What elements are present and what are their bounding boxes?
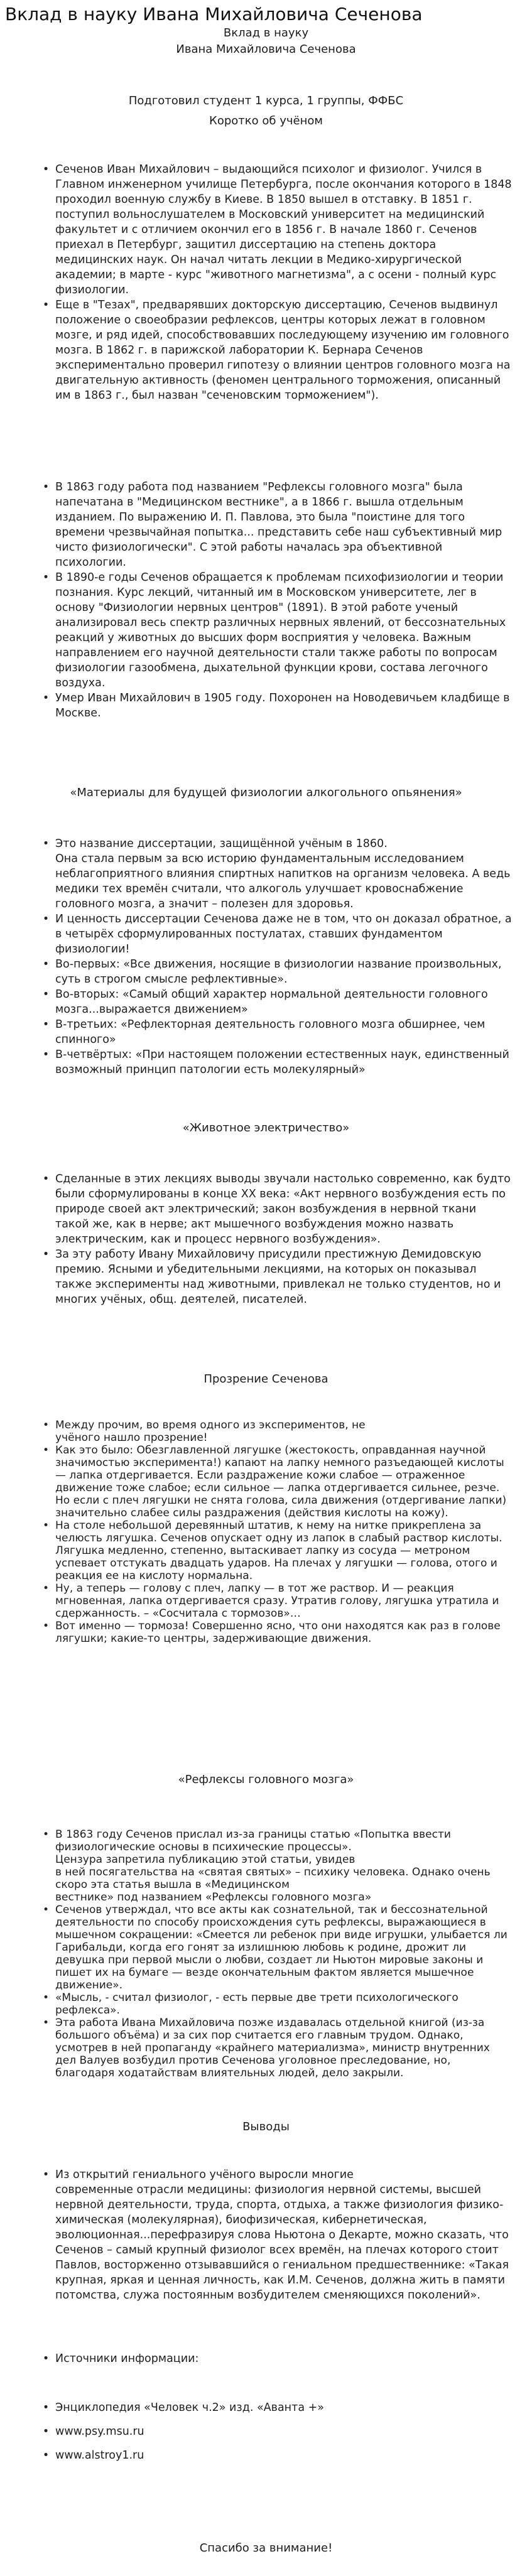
list-item: • Между прочим, во время одного из экспериментов, не учёного нашло прозрение! [42,1419,366,1444]
closing-text: Спасибо за внимание! [199,2541,333,2555]
list-item: • Как это было: Обезглавленной лягушке (жестокость, оправданная научной значимостью эксперимента!) капают на лапку немного разъедающей кислоты — лапка отдергивается. Если раздражение кожи слабое — отраженное движение тоже слабое; если сильное — лапка отдергивается сильнее, резче. Но если с плеч лягушки не снята голова, сила движения (отдергивание лапки) значительно слабее силы раздражения (действия кислоты на кожу). [42,1444,507,1519]
source-item: • Энциклопедия «Человек ч.2» изд. «Аванта +» [42,2401,324,2414]
inhibition-list [0,1419,532,1645]
alcohol-list [0,836,532,1077]
electric-list [0,1172,532,1307]
bullet-icon: • [42,2401,50,2414]
conclusions-list [0,2167,532,2303]
header-line2: Ивана Михайловича Сеченова [176,43,356,56]
list-item: • В-четвёртых: «При настоящем положении естественных наук, единственный возможный принцип патологии есть молекулярный» [42,1048,509,1076]
section-heading-electric: «Животное электричество» [182,1121,350,1134]
bullet-icon: • [42,1904,50,1916]
list-item: • Ну, а теперь — голову с плеч, лапку — в тот же раствор. И — реакция мгновенная, лапка отдергивается сразу. Утратив голову, лягушка утратила и сдержанность. – «Сосчитала с тормозов»… [42,1582,499,1620]
list-item: • В 1863 году Сеченов прислал из-за границы статью «Попытка ввести физиологические основы в психические процессы». Цензура запретила публикацию этой статьи, увидев в ней посягательства на «святая святых» – психику человека. Однако очень скоро эта статья вышла в «Медицинском вестнике» под названием «Рефлексы головного мозга» [42,1828,491,1904]
bullet-icon: • [42,1248,50,1261]
bullet-icon: • [42,1173,50,1185]
bullet-icon: • [42,2169,50,2181]
list-item: • Источники информации: [42,2352,199,2365]
list-item: • Вот именно — тормоза! Совершенно ясно, что они находятся как раз в голове лягушки; какие-то центры, задерживающие движения. [42,1620,501,1645]
bullet-icon: • [42,2425,50,2438]
bullet-icon: • [42,481,50,493]
bullet-icon: • [42,692,50,704]
bullet-icon: • [42,913,50,925]
author-line: Подготовил студент 1 курса, 1 группы, ФФБС [128,94,404,107]
list-item: • В-третьих: «Рефлекторная деятельность головного мозга обширнее, чем спинного» [42,1018,486,1046]
list-item: • Сеченов утверждал, что все акты как сознательной, так и бессознательной деятельности по способу происхождения суть рефлексы, выражающиеся в мышечном сокращении: «Смеется ли ребенок при виде игрушки, улыбается ли Гарибальди, когда его гонят за излишнюю любовь к родине, дрожит ли девушка при первой мысли о любви, создает ли Ньютон мировые законы и пишет их на бумаге — везде окончательным фактом является мышечное движение». [42,1904,508,1991]
list-item: • Сделанные в этих лекциях выводы звучали настолько современно, как будто были сформулированы в конце XX века: «Акт нервного возбуждения есть по природе своей акт электрический; закон возбуждения в нервной ткани такой же, как в нерве; акт мышечного возбуждения можно назвать электрическим, как и процесс нервного возбуждения». [42,1173,511,1246]
bullet-icon: • [42,958,50,971]
bullet-icon: • [42,988,50,1001]
list-item: • Умер Иван Михайлович в 1905 году. Похоронен на Новодевичьем кладбище в Москве. [42,692,510,719]
list-item: • «Мысль, - считал физиолог, - есть первые две трети психологического рефлекса». [42,1991,459,2017]
bullet-icon: • [42,1991,50,2004]
list-item: • На столе небольшой деревянный штатив, к нему на нитке прикреплена за челюсть лягушка. Сеченов опускает одну из лапок в слабый раствор кислоты. Лягушка медленно, степенно, вытаскивает лапку из сосуда — метроном успевает отстукать двадцать ударов. На плечах у лягушки — голова, отого и реакция ее на кислоту нормальна. [42,1519,502,1582]
list-item: • Во-вторых: «Самый общий характер нормальной деятельности головного мозга...выражается движением» [42,988,488,1016]
bullet-icon: • [42,1419,50,1431]
bullet-icon: • [42,2017,50,2029]
document-title: Вклад в науку Ивана Михайловича Сеченова [5,4,423,24]
bullet-icon: • [42,1582,50,1595]
bullet-icon: • [42,1828,50,1841]
sources-heading-list [0,2351,532,2366]
section-heading-reflexes: «Рефлексы головного мозга» [178,1773,354,1786]
list-item: • Сеченов Иван Михайлович – выдающийся психолог и физиолог. Учился в Главном инженерном училище Петербурга, после окончания которого в 1848 проходил военную службу в Киеве. В 1850 вышел в отставку. В 1851 г. поступил вольнослушателем в Московский университет на медицинский факультет и с отличием окончил его в 1856 г. В начале 1860 г. Сеченов приехал в Петербург, защитил диссертацию на степень доктора медицинских наук. Он начал читать лекции в Медико-хирургической академии; в марте - курс "животного магнетизма", а с осени - полный курс физиологии. [42,163,512,296]
section-heading-inhibition: Прозрение Сеченова [204,1372,328,1386]
list-item: • Из открытий гениального учёного выросли многие современные отрасли медицины: физиология нервной системы, высшей нервной деятельности, труда, спорта, отдыха, а также физиология физико-химическая (молекулярная), биофизическая, кибернетическая, эволюционная...перефразируя слова Ньютона о Декарте, можно сказать, что Сеченов – самый крупный физиолог всех времён, на плечах которого стоит Павлов, восторженно отзывавшийся о гениальном предшественнике: «Такая крупная, яркая и ценная личность, как И.М. Сеченов, должна жить в памяти потомства, служа постоянным возбудителем сменяющихся поколений». [42,2169,509,2302]
bullet-icon: • [42,571,50,584]
reflexes-list [0,1828,532,2079]
header-line1: Вклад в науку [223,26,309,40]
bullet-icon: • [42,1620,50,1632]
bullet-icon: • [42,838,50,850]
bullet-icon: • [42,2449,50,2462]
list-item: • За эту работу Ивану Михайловичу присудили престижную Демидовскую премию. Ясными и убедительными лекциями, на которых он показывал также эксперименты над животными, привлекал не только студентов, но и многих учёных, общ. деятелей, писателей. [42,1248,501,1306]
bullet-icon: • [42,163,50,176]
list-item: • Еще в "Тезах", предварявших докторскую диссертацию, Сеченов выдвинул положение о своеобразии рефлексов, центры которых лежат в головном мозге, и ряд идей, способствовавших последующему изучению им головного мозга. В 1862 г. в парижской лаборатории К. Бернара Сеченов экспериментально проверил гипотезу о влиянии центров головного мозга на двигательную активность (феномен центрального торможения, описанный им в 1863 г., был назван "сеченовским торможением"). [42,299,511,402]
list-item: • В 1863 году работа под названием "Рефлексы головного мозга" была напечатана в "Медицинском вестнике", а в 1866 г. вышла отдельным изданием. По выражению И. П. Павлова, это была "поистине для того времени чрезвычайная попытка... представить себе наш субъективный мир чисто физиологически". С этой работы началась эра объективной психологии. [42,481,502,569]
bullet-icon: • [42,2352,50,2365]
list-item: • Эта работа Ивана Михайловича позже издавалась отдельной книгой (из-за большого объёма) и за сих пор считается его главным трудом. Однако, усмотрев в ней пропаганду «крайнего материализма», министр внутренних дел Валуев возбудил против Сеченова уголовное преследование, но, благодаря ходатайствам влиятельных людей, дело закрыли. [42,2017,490,2079]
list-item: • Это название диссертации, защищённой учёным в 1860. Она стала первым за всю историю фундаментальным исследованием неблагоприятного влияния спиртных напитков на организм человека. А ведь медики тех времён считали, что алкоголь улучшает кровоснабжение головного мозга, а значит – полезен для здоровья. [42,838,511,910]
bio2-list [0,480,532,721]
sources-list [0,2400,532,2463]
list-item: • В 1890-е годы Сеченов обращается к проблемам психофизиологии и теории познания. Курс лекций, читанный им в Московском университете, лег в основу "Физиологии нервных центров" (1891). В этой работе ученый анализировал весь спектр различных нервных явлений, от бессознательных реакций у животных до высших форм восприятия у человека. Важным направлением его научной деятельности стали также работы по вопросам физиологии газообмена, дыхательной функции крови, состава легочного воздуха. [42,571,506,689]
list-item: • И ценность диссертации Сеченова даже не в том, что он доказал обратное, а в четырёх сформулированных постулатах, ставших фундаментом физиологии! [42,913,512,956]
list-item: • Во-первых: «Все движения, носящие в физиологии название произвольных, суть в строгом смысле рефлективные». [42,958,502,986]
bullet-icon: • [42,1048,50,1061]
bullet-icon: • [42,1519,50,1532]
subtitle: Коротко об учёном [209,114,323,127]
bullet-icon: • [42,299,50,311]
section-heading-alcohol: «Материалы для будущей физиологии алкогольного опьянения» [70,786,462,799]
source-item: • www.psy.msu.ru [42,2425,144,2438]
bullet-icon: • [42,1018,50,1031]
source-item: • www.alstroy1.ru [42,2449,144,2462]
bullet-icon: • [42,1444,50,1457]
bio-list [0,162,532,403]
section-heading-conclusions: Выводы [242,2120,290,2133]
